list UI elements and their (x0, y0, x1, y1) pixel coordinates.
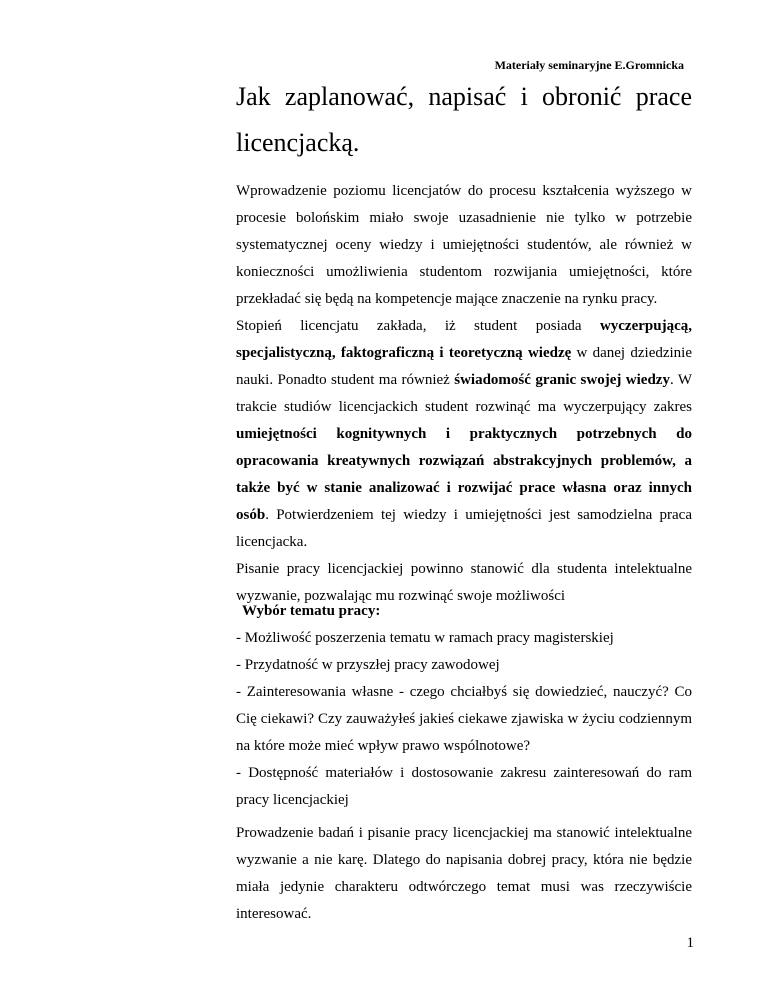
intro-p2-part-d: . W trakcie studiów licencjackich student rozwinąć ma wyczerpujący zakres (236, 372, 692, 415)
intro-paragraph-2 (236, 313, 692, 556)
intro-p2-part-c: w danej dziedzinie nauki. Ponadto student ma również (236, 345, 692, 388)
page-number: 1 (686, 935, 694, 951)
document-header: Materiały seminaryjne E.Gromnicka (494, 58, 684, 72)
page-title: Jak zaplanować, napisać i obronić prace licencjacką. (236, 82, 692, 157)
intro-p2-bold-2: świadomość granic swojej wiedzy (454, 372, 670, 388)
intro-p2-part-a: Stopień licencjatu zakłada, iż student posiada (236, 318, 600, 334)
list-item: - Zainteresowania własne - czego chciałbyś się dowiedzieć, nauczyć? Co Cię ciekawi? Czy zauważyłeś jakieś ciekawe zjawiska w życiu codziennym na które może mieć wpływ prawo wspólnotowe? (236, 684, 692, 754)
section-title: Wybór tematu pracy: (242, 603, 381, 619)
topic-section (236, 598, 692, 814)
list-item: - Możliwość poszerzenia tematu w ramach pracy magisterskiej (236, 630, 614, 646)
intro-paragraph-3: Pisanie pracy licencjackiej powinno stanowić dla studenta intelektualne wyzwanie, pozwalając mu rozwinąć swoje możliwości (236, 561, 692, 604)
intro-p2-bold-3: umiejętności kognitywnych i praktycznych potrzebnych do opracowania kreatywnych rozwiązań abstrakcyjnych problemów, a także być w stanie analizować i rozwijać prace własna oraz innych osób (236, 426, 692, 523)
intro-p2-bold-1: wyczerpującą, specjalistyczną, faktograficzną i teoretyczną wiedzę (236, 318, 692, 361)
intro-p2-part-e: . Potwierdzeniem tej wiedzy i umiejętności jest samodzielna praca licencjacka. (236, 507, 692, 550)
intro-paragraph-1: Wprowadzenie poziomu licencjatów do procesu kształcenia wyższego w procesie bolońskim miało swoje uzasadnienie nie tylko w potrzebie systematycznej oceny wiedzy i umiejętności studentów, ale również w konieczności umożliwienia studentom rozwijania umiejętności, które przekładać się będą na kompetencje mające znaczenie na rynku pracy. (236, 183, 692, 307)
intro-text (236, 178, 692, 610)
closing-paragraph: Prowadzenie badań i pisanie pracy licencjackiej ma stanowić intelektualne wyzwanie a nie karę. Dlatego do napisania dobrej pracy, która nie będzie miała jedynie charakteru odtwórczego temat musi was rzeczywiście interesować. (236, 825, 692, 922)
list-item: - Przydatność w przyszłej pracy zawodowej (236, 657, 500, 673)
list-item: - Dostępność materiałów i dostosowanie zakresu zainteresowań do ram pracy licencjackiej (236, 765, 692, 808)
